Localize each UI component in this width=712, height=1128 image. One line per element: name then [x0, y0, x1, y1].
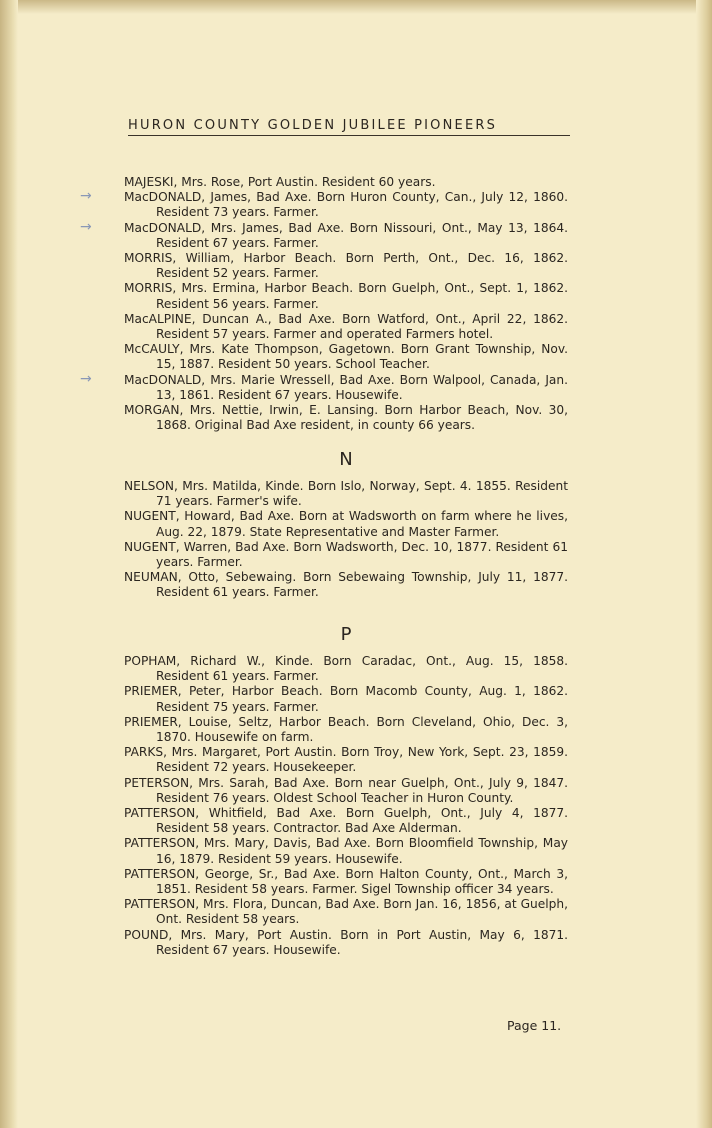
entry-pound-mary: POUND, Mrs. Mary, Port Austin. Born in Port Austin, May 6, 1871. Resident 67 years. Housewife.: [124, 927, 568, 957]
annotation-arrow-icon: →: [80, 218, 92, 235]
entry-patterson-whitfield: PATTERSON, Whitfield, Bad Axe. Born Guelph, Ont., July 4, 1877. Resident 58 years. Contractor. Bad Axe Alderman.: [124, 806, 568, 836]
entry-priemer-peter: PRIEMER, Peter, Harbor Beach. Born Macomb County, Aug. 1, 1862. Resident 75 years. Farmer.: [124, 684, 568, 714]
section-p-entries: [124, 654, 568, 958]
section-letter-p: P: [340, 624, 352, 645]
paper-top-edge: [0, 0, 712, 14]
paper-spine-edge: [0, 0, 18, 1128]
entry-patterson-flora: PATTERSON, Mrs. Flora, Duncan, Bad Axe. Born Jan. 16, 1856, at Guelph, Ont. Resident 58 years.: [124, 897, 568, 927]
paper-right-edge: [696, 0, 712, 1128]
entry-popham-richard: POPHAM, Richard W., Kinde. Born Caradac, Ont., Aug. 15, 1858. Resident 61 years. Farmer.: [124, 654, 568, 684]
section-n-entries: [124, 479, 568, 601]
entry-macdonald-james: → MacDONALD, James, Bad Axe. Born Huron County, Can., July 12, 1860. Resident 73 years. Farmer.: [80, 188, 568, 220]
entry-macalpine-duncan: MacALPINE, Duncan A., Bad Axe. Born Watford, Ont., April 22, 1862. Resident 57 years. Farmer and operated Farmers hotel.: [124, 311, 568, 342]
section-m: [80, 175, 568, 433]
entry-nugent-warren: NUGENT, Warren, Bad Axe. Born Wadsworth, Dec. 10, 1877. Resident 61 years. Farmer.: [124, 539, 568, 570]
entry-morris-william: MORRIS, William, Harbor Beach. Born Perth, Ont., Dec. 16, 1862. Resident 52 years. Farmer.: [124, 251, 568, 281]
entry-morris-ermina: MORRIS, Mrs. Ermina, Harbor Beach. Born Guelph, Ont., Sept. 1, 1862. Resident 56 years. Farmer.: [124, 281, 568, 311]
section-p: [124, 624, 568, 645]
entry-mccauly-kate: McCAULY, Mrs. Kate Thompson, Gagetown. Born Grant Township, Nov. 15, 1887. Resident 50 years. School Teacher.: [124, 342, 568, 372]
entry-macdonald-mrs-james: → MacDONALD, Mrs. James, Bad Axe. Born Nissouri, Ont., May 13, 1864. Resident 67 years. Farmer.: [80, 218, 568, 250]
annotation-arrow-icon: →: [80, 370, 92, 387]
entry-majeski-rose: MAJESKI, Mrs. Rose, Port Austin. Resident 60 years.: [124, 175, 436, 189]
entry-peterson-sarah: PETERSON, Mrs. Sarah, Bad Axe. Born near Guelph, Ont., July 9, 1847. Resident 76 years. Oldest School Teacher in Huron County.: [124, 775, 568, 805]
section-n: [124, 449, 568, 470]
entry-parks-margaret: PARKS, Mrs. Margaret, Port Austin. Born Troy, New York, Sept. 23, 1859. Resident 72 years. Housekeeper.: [124, 745, 568, 775]
entry-nugent-howard: NUGENT, Howard, Bad Axe. Born at Wadsworth on farm where he lives, Aug. 22, 1879. State Representative and Master Farmer.: [124, 509, 568, 539]
entry-morgan-nettie: MORGAN, Mrs. Nettie, Irwin, E. Lansing. Born Harbor Beach, Nov. 30, 1868. Original Bad Axe resident, in county 66 years.: [124, 403, 568, 433]
entry-patterson-mary: PATTERSON, Mrs. Mary, Davis, Bad Axe. Born Bloomfield Township, May 16, 1879. Resident 59 years. Housewife.: [124, 836, 568, 866]
annotation-arrow-icon: →: [80, 188, 92, 205]
entry-patterson-george: PATTERSON, George, Sr., Bad Axe. Born Halton County, Ont., March 3, 1851. Resident 58 years. Farmer. Sigel Township officer 34 years.: [124, 866, 568, 897]
entry-nelson-matilda: NELSON, Mrs. Matilda, Kinde. Born Islo, Norway, Sept. 4. 1855. Resident 71 years. Farmer's wife.: [124, 479, 568, 509]
entry-neuman-otto: NEUMAN, Otto, Sebewaing. Born Sebewaing Township, July 11, 1877. Resident 61 years. Farmer.: [124, 570, 568, 600]
section-letter-n: N: [339, 449, 353, 470]
page-number: Page 11.: [507, 1018, 562, 1033]
page-header: HURON COUNTY GOLDEN JUBILEE PIONEERS: [128, 118, 570, 136]
entry-macdonald-marie: → MacDONALD, Mrs. Marie Wressell, Bad Axe. Born Walpool, Canada, Jan. 13, 1861. Resident 67 years. Housewife.: [80, 370, 568, 402]
entry-priemer-louise: PRIEMER, Louise, Seltz, Harbor Beach. Born Cleveland, Ohio, Dec. 3, 1870. Housewife on farm.: [124, 714, 568, 745]
